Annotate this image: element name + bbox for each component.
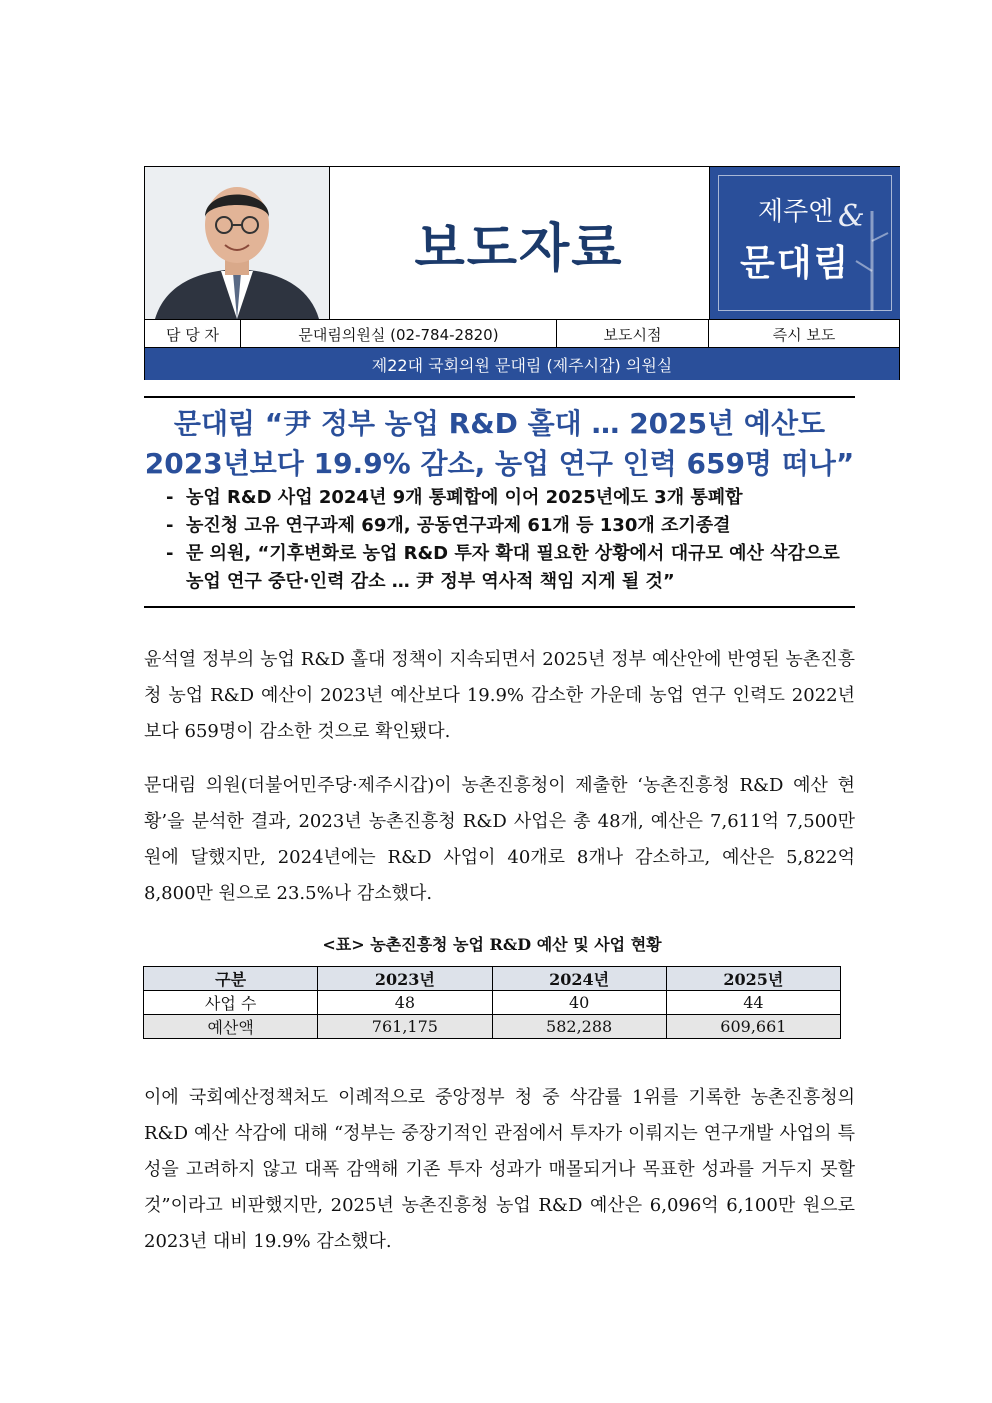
table-cell: 761,175: [318, 1015, 492, 1039]
logo-line2: 문대림: [740, 242, 851, 284]
portrait-image: [145, 167, 329, 319]
subheadline-item: - 농업 R&D 사업 2024년 9개 통폐합에 이어 2025년에도 3개 통폐합: [162, 484, 852, 512]
headline-top-rule: [144, 396, 855, 398]
office-bar: 제22대 국회의원 문대림 (제주시갑) 의원실: [145, 347, 899, 380]
bamboo-icon: [852, 211, 892, 311]
table-cell: 사업 수: [144, 991, 318, 1015]
headline-bottom-rule: [144, 606, 855, 608]
logo-line1: 제주엔: [758, 197, 834, 227]
table-header-cell: 구분: [144, 967, 318, 991]
press-release-title: 보도자료: [414, 218, 624, 279]
headline-line2: 2023년보다 19.9% 감소, 농업 연구 인력 659명 떠나”: [144, 447, 855, 480]
logo-ampersand: &: [838, 199, 865, 234]
table-header-cell: 2023년: [318, 967, 492, 991]
portrait-photo: [145, 167, 330, 319]
release-value: 즉시 보도: [772, 325, 836, 344]
body-paragraph-1: 윤석열 정부의 농업 R&D 홀대 정책이 지속되면서 2025년 정부 예산안에 반영된 농촌진흥청 농업 R&D 예산이 2023년 예산보다 19.9% 감소한 가운데 농업 연구 인력도 2022년보다 659명이 감소한 것으로 확인됐다.: [144, 649, 855, 742]
table-cell: 609,661: [666, 1015, 840, 1039]
release-label: 보도시점: [557, 320, 709, 348]
subheadline-list: [162, 484, 852, 596]
contact-value: 문대림의원실 (02-784-2820): [241, 320, 557, 348]
press-release-title-cell: [329, 167, 709, 319]
table-caption: <표> 농촌진흥청 농업 R&D 예산 및 사업 현황: [322, 935, 662, 954]
table-cell: 44: [666, 991, 840, 1015]
body-paragraph-3: 이에 국회예산정책처도 이례적으로 중앙정부 청 중 삭감률 1위를 기록한 농촌진흥청의 R&D 예산 삭감에 대해 “정부는 중장기적인 관점에서 투자가 이뤄지는 연구개발 사업의 특성을 고려하지 않고 대폭 감액해 기존 투자 성과가 매몰되거나 목표한 성과를 거두지 못할 것”이라고 비판했지만, 2025년 농촌진흥청 농업 R&D 예산은 6,096억 6,100만 원으로 2023년 대비 19.9% 감소했다.: [144, 1087, 855, 1252]
header-box: [144, 166, 900, 380]
table-row: [144, 1015, 841, 1039]
table-cell: 예산액: [144, 1015, 318, 1039]
table-header-row: [144, 967, 841, 991]
table-cell: 40: [492, 991, 666, 1015]
subheadline-item: - 농진청 고유 연구과제 69개, 공동연구과제 61개 등 130개 조기종결: [162, 512, 852, 540]
headline: [144, 404, 855, 484]
table-cell: 48: [318, 991, 492, 1015]
table-header-cell: 2025년: [666, 967, 840, 991]
subheadline-item: - 문 의원, “기후변화로 농업 R&D 투자 확대 필요한 상황에서 대규모 예산 삭감으로 농업 연구 중단·인력 감소 … 尹 정부 역사적 책임 지게 될 것”: [162, 540, 852, 596]
table-header-cell: 2024년: [492, 967, 666, 991]
table-cell: 582,288: [492, 1015, 666, 1039]
body-paragraph-2: 문대림 의원(더불어민주당·제주시갑)이 농촌진흥청이 제출한 ‘농촌진흥청 R&D 예산 현황’을 분석한 결과, 2023년 농촌진흥청 R&D 사업은 총 48개, 예산은 7,611억 7,500만 원에 달했지만, 2024년에는 R&D 사업이 40개로 8개나 감소하고, 예산은 5,822억 8,800만 원으로 23.5%나 감소했다.: [144, 775, 855, 904]
logo: [709, 167, 900, 319]
budget-table: [143, 966, 841, 1039]
contact-label: 담 당 자: [145, 320, 241, 348]
headline-line1: 문대림 “尹 정부 농업 R&D 홀대 … 2025년 예산도: [173, 407, 826, 440]
info-row: [145, 319, 899, 348]
table-row: [144, 991, 841, 1015]
